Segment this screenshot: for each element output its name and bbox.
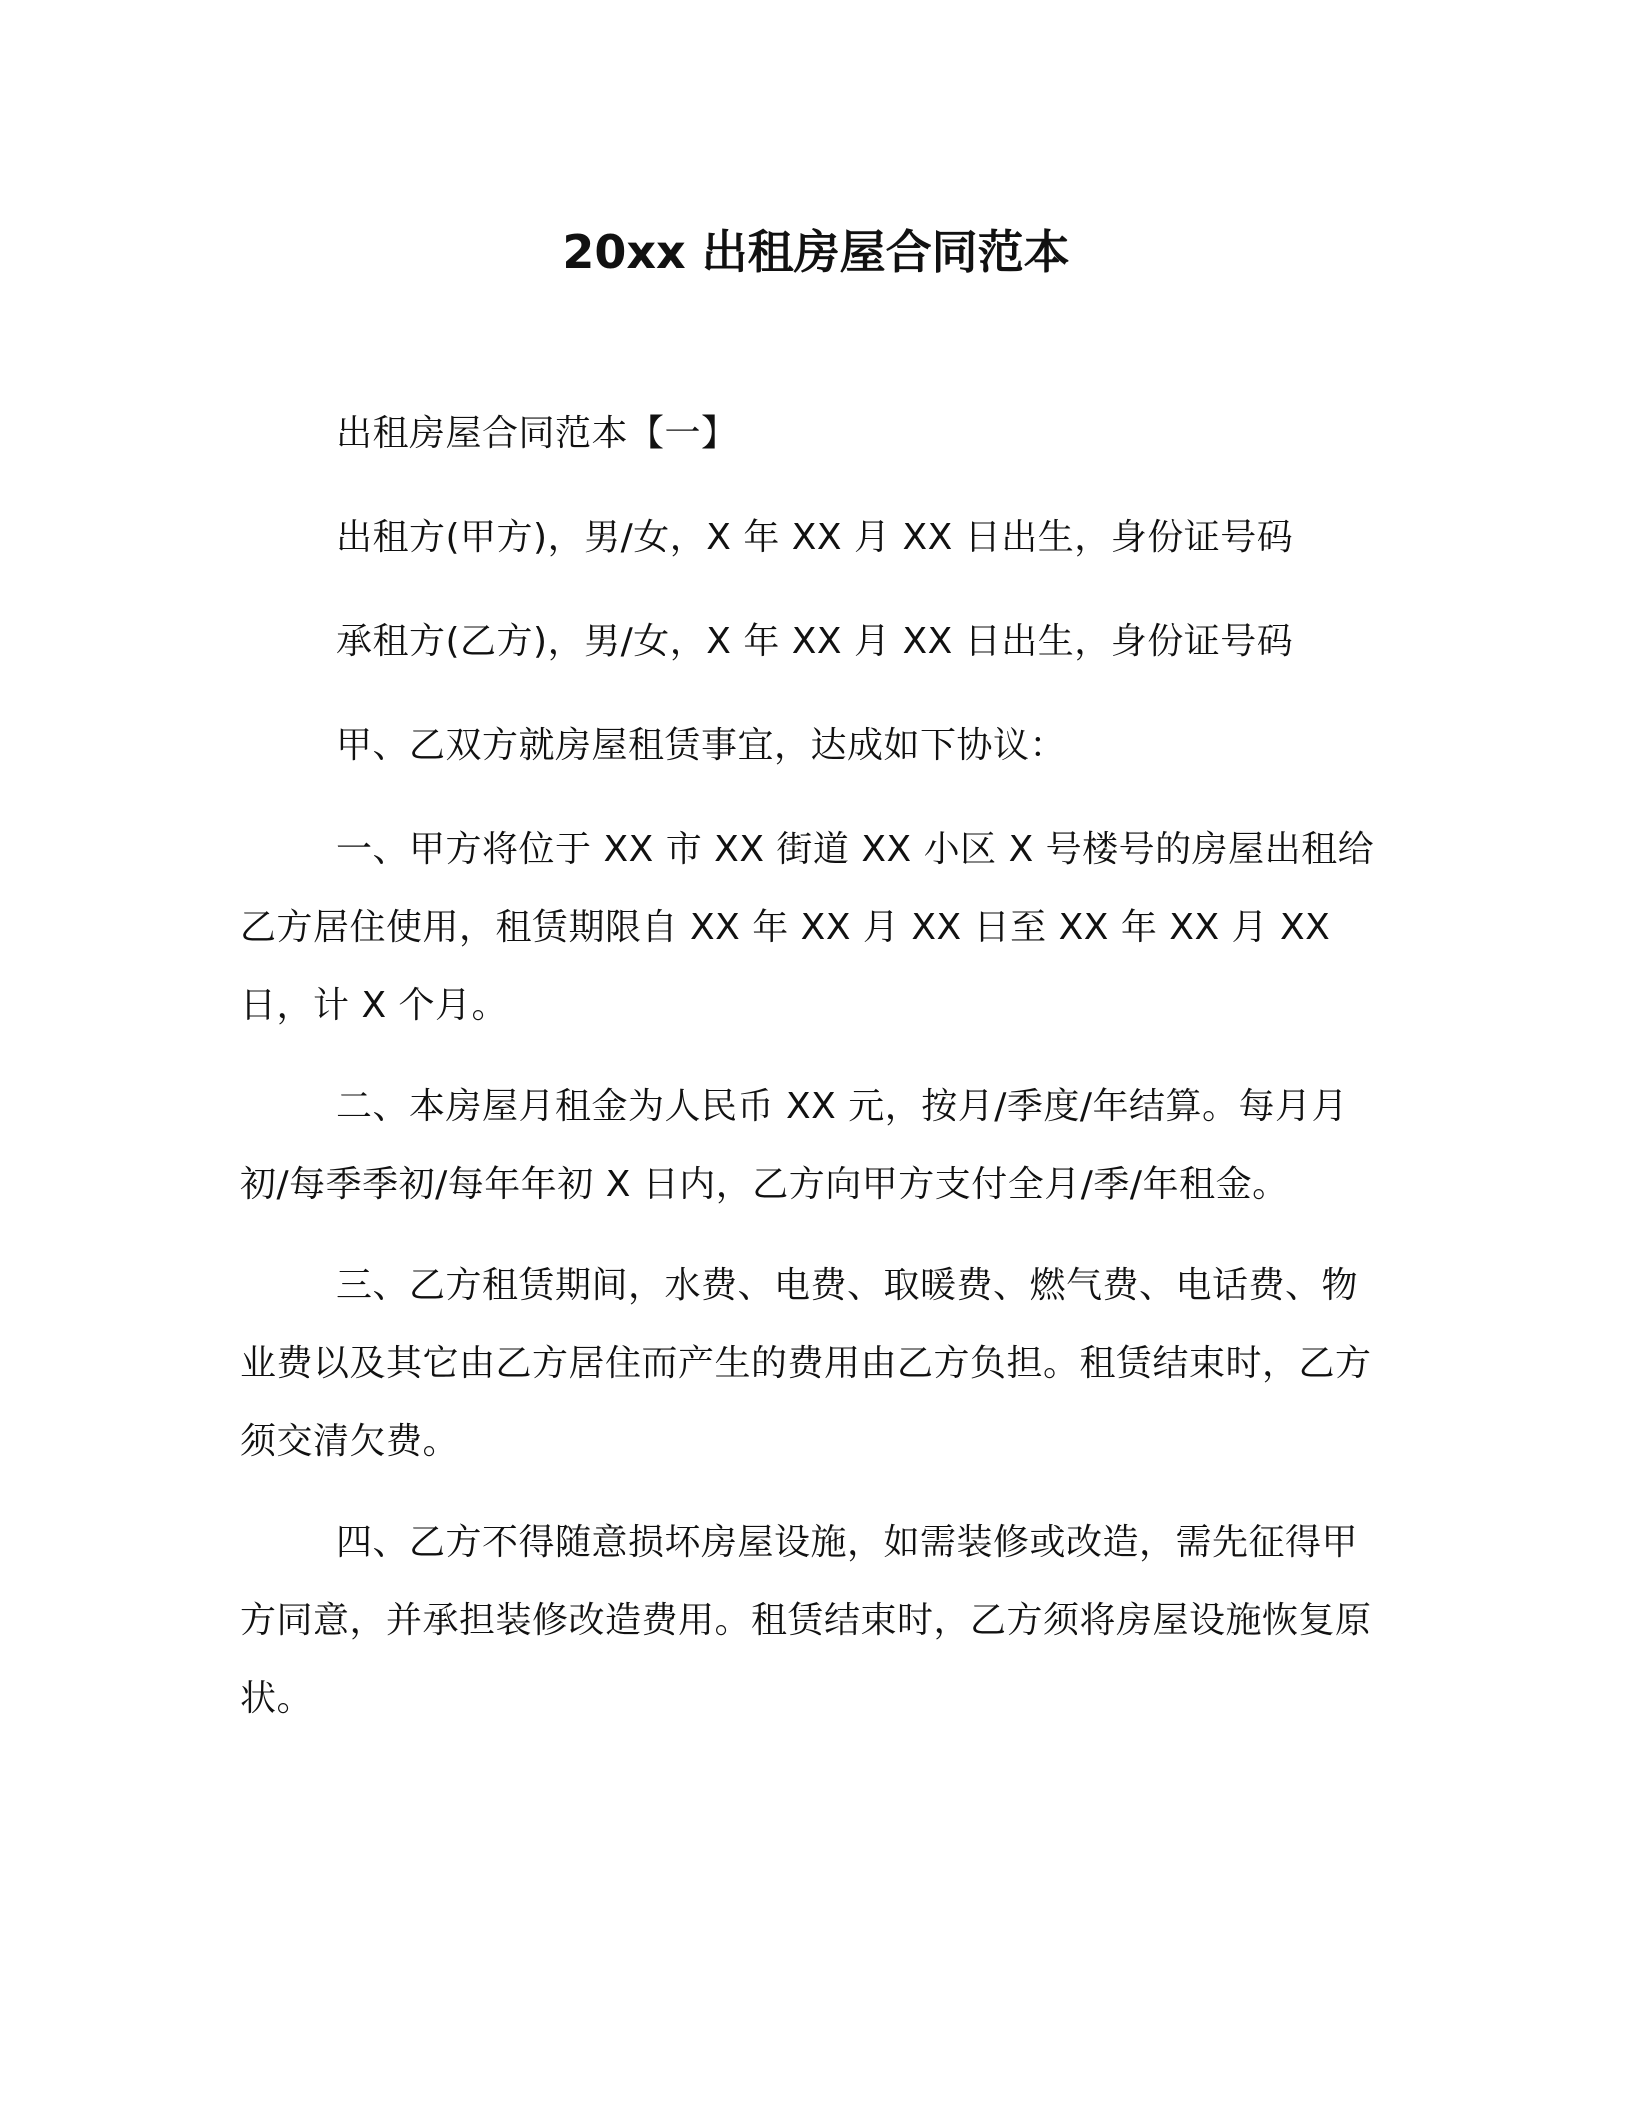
clause-1: 一、甲方将位于 XX 市 XX 街道 XX 小区 X 号楼号的房屋出租给乙方居住使用，租赁期限自 XX 年 XX 月 XX 日至 XX 年 XX 月 XX 日，计 X 个月。 (240, 829, 1375, 1026)
section-heading: 出租房屋合同范本【一】 (336, 413, 738, 454)
lessor-line: 出租方(甲方)，男/女，X 年 XX 月 XX 日出生，身份证号码 (336, 517, 1294, 558)
agreement-intro: 甲、乙双方就房屋租赁事宜，达成如下协议： (336, 725, 1067, 766)
lessee-line: 承租方(乙方)，男/女，X 年 XX 月 XX 日出生，身份证号码 (336, 621, 1294, 662)
clause-3: 三、乙方租赁期间，水费、电费、取暖费、燃气费、电话费、物业费以及其它由乙方居住而产生的费用由乙方负担。租赁结束时，乙方须交清欠费。 (240, 1265, 1372, 1462)
clause-2: 二、本房屋月租金为人民币 XX 元，按月/季度/年结算。每月月初/每季季初/每年年初 X 日内，乙方向甲方支付全月/季/年租金。 (240, 1086, 1348, 1205)
document-title: 20xx 出租房屋合同范本 (562, 225, 1070, 279)
clause-4: 四、乙方不得随意损坏房屋设施，如需装修或改造，需先征得甲方同意，并承担装修改造费用。租赁结束时，乙方须将房屋设施恢复原状。 (240, 1522, 1372, 1719)
document-body (240, 395, 1392, 1761)
